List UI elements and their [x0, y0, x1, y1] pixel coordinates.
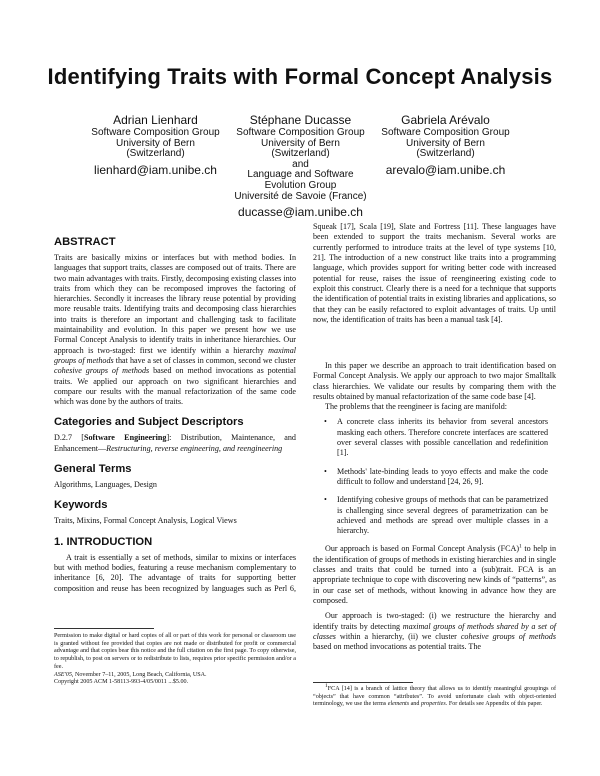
author-name: Adrian Lienhard: [113, 113, 198, 127]
list-item: [313, 467, 556, 488]
author-email[interactable]: ducasse@iam.unibe.ch: [238, 205, 363, 220]
author-name: Gabriela Arévalo: [401, 113, 490, 127]
author-affiliation-line: Université de Savoie (France): [234, 190, 367, 202]
general-terms-text: Algorithms, Languages, Design: [54, 480, 157, 490]
venue-name: ASE'05,: [54, 671, 74, 678]
categories-text: [54, 433, 296, 454]
footnote-marker: 1: [519, 543, 522, 550]
introduction-paragraph-2: In this paper we describe an approach to trait identification based on Formal Concept Analysis. We apply our approach to two major Smalltalk class hierarchies. We validate our results by comparing them with the results obtained by manual refactorization of the same code base [4].: [313, 361, 556, 401]
author-affiliation-line: (Switzerland): [126, 148, 185, 160]
abstract-text-part: Traits are basically mixins or interfaces but with method bodies. In languages that support traits, classes are composed out of traits. There are two main advantages with traits. Firstly, decomposing existing classes into traits from which they can be recomposed improves the factoring of hierarchies. Secondly it increases the library reuse potential by providing more reusable traits. Identifying traits and decomposing class hierarchies into traits is therefore an important and challenging task to facilitate maintainability and evolution. In this paper we present how we use Formal Concept Analysis to identify traits in inheritance hierarchies. Our approach is two-staged: first we identify within a hierarchy: [54, 253, 296, 355]
abstract-text-part: that have a set of classes in common, second we cluster: [113, 355, 296, 365]
footnote-part: FCA [14] is a branch of lattice theory that allows us to identify meaningful groupings of “objects” that have common “attributes”. To avoid unfortunate clash with object-oriented terminology, we use the terms: [313, 686, 556, 708]
paragraph-part: within a hierarchy, (ii) we cluster: [335, 631, 461, 641]
footnote-emphasis: elements: [387, 701, 410, 708]
left-column: [54, 236, 296, 594]
abstract-emphasis: maximal groups of methods: [54, 345, 296, 365]
footnote-rule: [313, 682, 413, 683]
keywords-heading: Keywords: [54, 499, 108, 512]
footnote-number: 1: [325, 683, 328, 689]
copyright-line: Copyright 2005 ACM 1-58113-993-4/05/0011 ...$5.00.: [54, 679, 189, 686]
paragraph-part: based on method invocations as potential traits. The: [313, 642, 481, 652]
paragraph-part: Our approach is two-staged: (i) we restructure the hierarchy and identify traits by detecting: [313, 611, 556, 631]
author-affiliation-line: (Switzerland): [416, 148, 475, 160]
permission-text: Permission to make digital or hard copies of all or part of this work for personal or classroom use is granted without fee provided that copies are not made or distributed for profit or commercial advantage and that copies bear this notice and the full citation on the first page. To copy otherwise, to republish, to post on servers or to redistribute to lists, requires prior specific permission and/or a fee.: [54, 633, 296, 670]
list-item-text: A concrete class inherits its behavior from several ancestors masking each others. Therefore concrete interfaces are scattered over several classes with possible cancellation and redefinition [1].: [337, 417, 548, 458]
bullet-icon: •: [324, 495, 327, 505]
general-terms-heading: General Terms: [54, 463, 132, 476]
abstract-text-part: based on method invocations as potential traits. We applied our approach on two significant hierarchies and compare our results with the manual refactorization of the same code which was done by the authors of traits.: [54, 366, 296, 407]
author-email[interactable]: arevalo@iam.unibe.ch: [385, 162, 506, 177]
bullet-icon: •: [324, 417, 327, 427]
author-affiliation-line: Software Composition Group: [381, 127, 510, 138]
list-item: [313, 495, 556, 536]
introduction-continuation-clip: [313, 222, 556, 356]
footnote-part: and: [409, 701, 421, 708]
introduction-paragraph-start: A trait is essentially a set of methods, similar to mixins or interfaces but with method bodies, featuring a reuse mechanism complementary to inheritance [6, 20]. The advantage of traits for supporting better composition and reuse has been recognized by languages such as Perl 6,: [54, 552, 296, 593]
introduction-paragraph-3: The problems that the reengineer is facing are manifold:: [325, 402, 508, 412]
venue-details: November 7–11, 2005, Long Beach, California, USA.: [73, 671, 207, 678]
abstract-heading: ABSTRACT: [54, 236, 116, 248]
paragraph-emphasis: cohesive groups of methods: [460, 631, 556, 641]
author-affiliation-line: and: [292, 158, 309, 170]
category-mid: ]: Distribution, Maintenance, and Enhancement—: [54, 433, 296, 453]
paragraph-part: Our approach is based on Formal Concept Analysis (FCA): [325, 544, 520, 554]
author-affiliation-line: Software Composition Group: [236, 127, 365, 138]
footnote-text: [313, 683, 556, 709]
category-emphasis: Restructuring, reverse engineering, and reengineering: [106, 443, 283, 453]
author-affiliation-line: (Switzerland): [271, 148, 330, 160]
permission-block: [54, 633, 296, 687]
footnote-emphasis: properties: [420, 701, 446, 708]
author-affiliation-line: Software Composition Group: [91, 127, 220, 138]
keywords-text: Traits, Mixins, Formal Concept Analysis, Logical Views: [54, 516, 237, 526]
author-block-3: [358, 113, 533, 178]
abstract-emphasis: cohesive groups of methods: [54, 366, 150, 376]
paragraph-part: to help in the identification of groups of methods in existing hierarchies and in single classes and traits that could be turned into a (sub)trait. FCA is an appropriate technique to cope with discovering new kinds of “patterns”, as in our case set of methods, without knowing in advance how they are composed.: [313, 544, 556, 605]
introduction-paragraph-5: [313, 611, 556, 652]
footnote-rule: [54, 628, 154, 629]
introduction-paragraph-continued: Squeak [17], Scala [19], Slate and Fortress [11]. These languages have been extended to support the traits mechanism. Several works are currently performed to introduce traits at the level of type systems [10, 21]. The introduction of a new construct like traits into a programming language, which provides support for writing better code with increased potential for reuse, raises the issue of reengineering existing code to exploit this construct. Clearly there is a need for a technique that supports the identification of potential traits in existing libraries and applications, so that they can be easily refactored to exploit advantages of traits. Up until now, the identification of traits has been a manual task [4].: [313, 222, 556, 324]
footnote-part: . For details see Appendix of this paper.: [445, 701, 543, 708]
list-item-text: Methods' late-binding leads to yoyo effects and make the code difficult to follow and understand [24, 26, 9].: [337, 466, 548, 486]
introduction-paragraph-4: [313, 544, 556, 606]
footnote-block: [313, 683, 556, 709]
right-column: [313, 222, 556, 652]
author-email[interactable]: lienhard@iam.unibe.ch: [94, 162, 217, 177]
problem-list: [313, 417, 556, 536]
author-affiliation-line: Evolution Group: [264, 179, 337, 191]
introduction-heading: 1. INTRODUCTION: [54, 535, 153, 548]
author-affiliation-line: University of Bern: [261, 137, 340, 149]
author-affiliation-line: Language and Software: [247, 169, 354, 181]
author-affiliation-line: University of Bern: [406, 137, 485, 149]
paragraph-emphasis: maximal groups of methods shared by a set of classes: [313, 621, 556, 641]
category-bold: Software Engineering: [84, 433, 167, 443]
categories-heading: Categories and Subject Descriptors: [54, 416, 244, 429]
abstract-text: [54, 253, 296, 407]
list-item: [313, 417, 556, 458]
bullet-icon: •: [324, 466, 327, 476]
category-code: D.2.7 [: [54, 433, 84, 443]
paper-title: Identifying Traits with Formal Concept Analysis: [47, 64, 553, 89]
author-name: Stéphane Ducasse: [249, 113, 352, 127]
list-item-text: Identifying cohesive groups of methods that can be parametrized is challenging since several degrees of parametrization can be achieved and methods are spread over multiple classes in a hierarchy.: [337, 495, 548, 536]
author-affiliation-line: University of Bern: [116, 137, 195, 149]
